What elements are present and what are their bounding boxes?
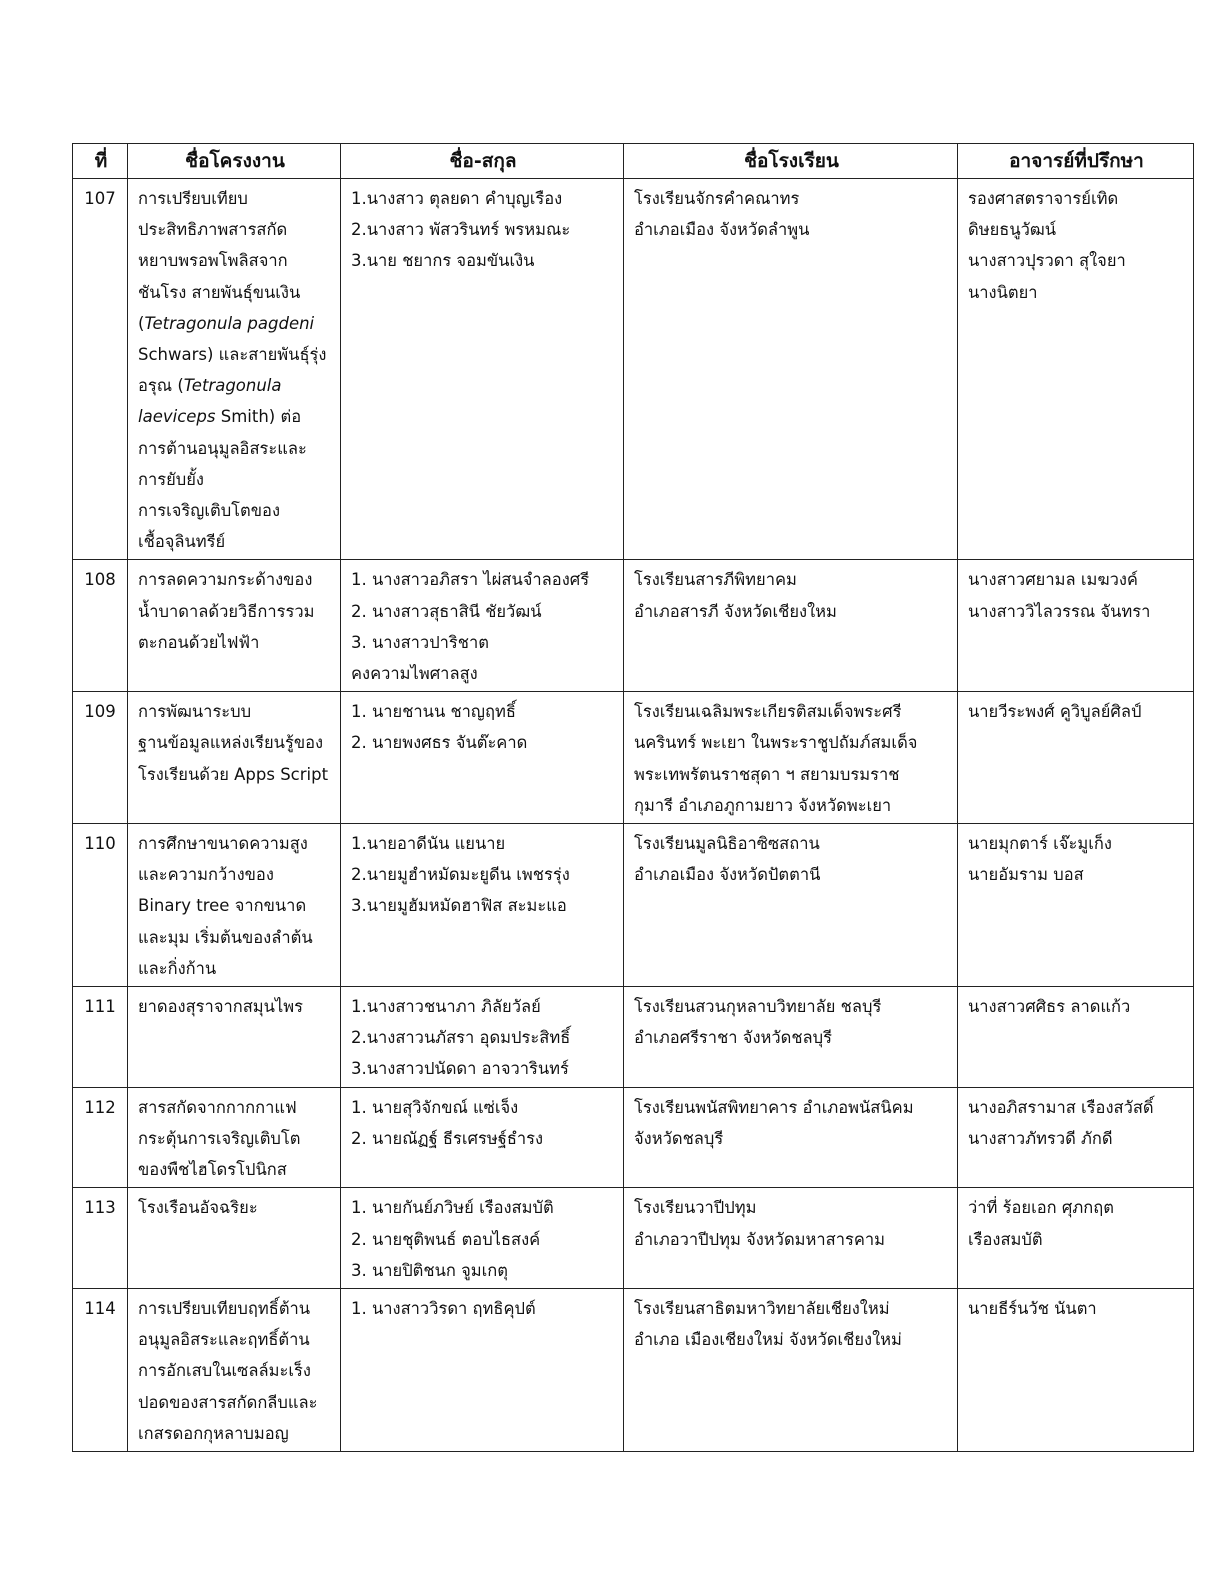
project-title-line [138, 1355, 332, 1386]
project-title-line [138, 245, 332, 276]
student-name: 2.นางสาว พัสวรินทร์ พรหมณะ [351, 220, 571, 240]
row-number: 108 [73, 560, 128, 692]
advisor-cell [958, 179, 1194, 560]
advisor-line: ว่าที่ ร้อยเอก ศุภกฤต [968, 1198, 1114, 1218]
table-row [73, 1087, 1194, 1188]
project-title-text: ปอดของสารสกัดกลีบและ [138, 1392, 318, 1412]
student-name: 1.นางสาวชนาภา ภิลัยวัลย์ [351, 997, 541, 1017]
project-title-text: ตะกอนด้วยไฟฟ้า [138, 632, 260, 652]
project-title-text: การลดความกระด้างของ [138, 570, 313, 590]
project-title-line [138, 339, 332, 370]
school-line: โรงเรียนพนัสพิทยาคาร อำเภอพนัสนิคม [634, 1097, 914, 1117]
project-title-cell [128, 560, 341, 692]
student-name: คงความไพศาลสูง [351, 664, 478, 684]
school-line: โรงเรียนสาธิตมหาวิทยาลัยเชียงใหม่ [634, 1298, 890, 1318]
row-number: 113 [73, 1188, 128, 1289]
project-title-text: การต้านอนุมูลอิสระและ [138, 438, 307, 458]
school-cell [624, 987, 958, 1088]
project-title-text: Smith) ต่อ [215, 407, 302, 427]
advisor-line: นางนิตยา [968, 282, 1038, 302]
student-names-cell [341, 824, 624, 987]
advisor-line: นายธีร์นวัช นันตา [968, 1298, 1097, 1318]
project-title-line [138, 991, 332, 1022]
project-title-line [138, 1387, 332, 1418]
school-line: อำเภอ เมืองเชียงใหม่ จังหวัดเชียงใหม่ [634, 1330, 902, 1350]
school-cell [624, 1288, 958, 1451]
scientific-name-text: Tetragonula [183, 376, 282, 396]
project-title-text: โรงเรือนอัจฉริยะ [138, 1198, 258, 1218]
project-title-line [138, 308, 332, 339]
table-row [73, 560, 1194, 692]
school-line: โรงเรียนสารภีพิทยาคม [634, 570, 797, 590]
school-cell [624, 824, 958, 987]
school-line: กุมารี อำเภอภูกามยาว จังหวัดพะเยา [634, 795, 892, 815]
project-title-cell [128, 824, 341, 987]
table-row [73, 1288, 1194, 1451]
student-name: 3.นายมูฮัมหมัดฮาฟิส สะมะแอ [351, 896, 567, 916]
project-title-line [138, 828, 332, 859]
student-names-cell [341, 1087, 624, 1188]
project-title-cell [128, 692, 341, 824]
project-title-line [138, 370, 332, 401]
project-title-line [138, 627, 332, 658]
school-line: จังหวัดชลบุรี [634, 1128, 724, 1148]
project-title-cell [128, 1288, 341, 1451]
project-title-text: การยับยั้ง [138, 469, 204, 489]
student-name: 1. นายสุวิจักขณ์ แซ่เจ็ง [351, 1097, 519, 1117]
student-name: 1. นายชานน ชาญฤทธิ์ [351, 702, 516, 722]
project-title-text: หยาบพรอพโพลิสจาก [138, 251, 288, 271]
project-title-line [138, 1418, 332, 1449]
project-title-line [138, 1092, 332, 1123]
advisor-line: นายอัมราม บอส [968, 865, 1084, 885]
project-title-text: อนุมูลอิสระและฤทธิ์ต้าน [138, 1330, 310, 1350]
project-title-cell [128, 987, 341, 1088]
project-title-line [138, 495, 332, 526]
student-names-cell [341, 987, 624, 1088]
student-name: 2. นายณัฏฐ์ ธีรเศรษฐ์ธำรง [351, 1128, 544, 1148]
project-title-line [138, 1192, 332, 1223]
student-name: 1.นายอาดีนัน แยนาย [351, 834, 506, 854]
student-name: 3.นาย ชยากร จอมขันเงิน [351, 251, 535, 271]
row-number: 111 [73, 987, 128, 1088]
table-row [73, 692, 1194, 824]
project-title-line [138, 596, 332, 627]
project-title-text: Schwars) และสายพันธุ์รุ่ง [138, 345, 327, 365]
school-line: โรงเรียนสวนกุหลาบวิทยาลัย ชลบุรี [634, 997, 882, 1017]
student-name: 3. นางสาวปาริชาต [351, 632, 489, 652]
advisor-cell [958, 987, 1194, 1088]
project-title-text: เชื้อจุลินทรีย์ [138, 532, 226, 552]
advisor-line: นางสาวศยามล เมฆวงค์ [968, 570, 1138, 590]
advisor-line: นางสาวภัทรวดี ภักดี [968, 1128, 1113, 1148]
advisor-line: นายวีระพงศ์ คูวิบูลย์ศิลป์ [968, 702, 1142, 722]
student-names-cell [341, 1188, 624, 1289]
header-advisor: อาจารย์ที่ปรึกษา [958, 144, 1194, 179]
advisor-line: นางสาววิไลวรรณ จันทรา [968, 601, 1151, 621]
student-names-cell [341, 179, 624, 560]
project-title-line [138, 401, 332, 432]
student-name: 3.นางสาวปนัดดา อาจวารินทร์ [351, 1059, 569, 1079]
project-title-text: การอักเสบในเซลล์มะเร็ง [138, 1361, 311, 1381]
advisor-line: เรืองสมบัติ [968, 1229, 1043, 1249]
project-title-text: การศึกษาขนาดความสูง [138, 834, 308, 854]
advisor-cell [958, 692, 1194, 824]
project-title-text: ประสิทธิภาพสารสกัด [138, 220, 288, 240]
student-name: 2.นางสาวนภัสรา อุดมประสิทธิ์ [351, 1028, 571, 1048]
advisor-cell [958, 1087, 1194, 1188]
advisor-line: นางอภิสรามาส เรืองสวัสดิ์ [968, 1097, 1154, 1117]
scientific-name-text: laeviceps [138, 407, 216, 427]
project-title-line [138, 277, 332, 308]
project-title-text: น้ำบาดาลด้วยวิธีการรวม [138, 601, 315, 621]
project-title-line [138, 1324, 332, 1355]
project-title-line [138, 1154, 332, 1185]
header-project: ชื่อโครงงาน [128, 144, 341, 179]
project-title-text: โรงเรียนด้วย Apps Script [138, 764, 329, 784]
project-title-cell [128, 179, 341, 560]
advisor-line: นางสาวศศิธร ลาดแก้ว [968, 997, 1131, 1017]
table-header-row [73, 144, 1194, 179]
student-name: 1. นายกันย์ภวิษย์ เรืองสมบัติ [351, 1198, 554, 1218]
row-number: 109 [73, 692, 128, 824]
header-school: ชื่อโรงเรียน [624, 144, 958, 179]
row-number: 110 [73, 824, 128, 987]
school-line: อำเภอเมือง จังหวัดลำพูน [634, 220, 810, 240]
project-title-cell [128, 1188, 341, 1289]
project-title-text: อรุณ ( [138, 376, 184, 396]
project-title-text: การพัฒนาระบบ [138, 702, 252, 722]
school-line: พระเทพรัตนราชสุดา ฯ สยามบรมราช [634, 764, 900, 784]
school-line: โรงเรียนจักรคำคณาทร [634, 189, 800, 208]
scientific-name-text: Tetragonula pagdeni [144, 313, 315, 333]
table-row [73, 824, 1194, 987]
school-cell [624, 692, 958, 824]
student-names-cell [341, 560, 624, 692]
project-title-line [138, 214, 332, 245]
project-title-text: ของพืชไฮโดรโปนิกส [138, 1160, 287, 1180]
school-line: โรงเรียนเฉลิมพระเกียรติสมเด็จพระศรี [634, 702, 902, 722]
table-row [73, 179, 1194, 560]
student-name: 2. นายชุติพนธ์ ตอบไธสงค์ [351, 1229, 541, 1249]
project-title-line [138, 1293, 332, 1324]
project-title-text: การเปรียบเทียบฤทธิ์ต้าน [138, 1298, 311, 1318]
student-name: 3. นายปิติชนก จูมเกตุ [351, 1260, 508, 1280]
table-row [73, 1188, 1194, 1289]
advisor-cell [958, 824, 1194, 987]
table-body [73, 179, 1194, 1452]
school-line: อำเภอสารภี จังหวัดเชียงใหม [634, 601, 837, 621]
advisor-cell [958, 1188, 1194, 1289]
project-title-text: กระตุ้นการเจริญเติบโต [138, 1128, 301, 1148]
project-title-line [138, 433, 332, 464]
project-title-text: และกิ่งก้าน [138, 958, 217, 978]
school-line: อำเภอศรีราชา จังหวัดชลบุรี [634, 1028, 832, 1048]
project-title-line [138, 922, 332, 953]
advisor-line: ดิษยธนูวัฒน์ [968, 220, 1057, 240]
advisor-line: นางสาวปุรวดา สุใจยา [968, 251, 1126, 271]
project-title-line [138, 953, 332, 984]
project-title-text: และความกว้างของ [138, 865, 274, 885]
advisor-line: นายมุกตาร์ เจ๊ะมูเก็ง [968, 834, 1112, 854]
project-title-cell [128, 1087, 341, 1188]
project-title-line [138, 759, 332, 790]
projects-table [72, 143, 1194, 1452]
project-title-text: การเปรียบเทียบ [138, 189, 248, 208]
project-title-text: ยาดองสุราจากสมุนไพร [138, 997, 303, 1017]
student-name: 1. นางสาววิรดา ฤทธิคุปต์ [351, 1298, 536, 1318]
project-title-text: Binary tree จากขนาด [138, 896, 307, 916]
student-names-cell [341, 692, 624, 824]
student-name: 2.นายมูฮำหมัดมะยูดีน เพชรรุ่ง [351, 865, 570, 885]
project-title-text: สารสกัดจากกากกาแฟ [138, 1097, 297, 1117]
school-cell [624, 1188, 958, 1289]
student-name: 2. นายพงศธร จันต๊ะคาด [351, 733, 528, 753]
student-names-cell [341, 1288, 624, 1451]
student-name: 1. นางสาวอภิสรา ไผ่สนจำลองศรี [351, 570, 590, 590]
school-line: โรงเรียนมูลนิธิอาซิซสถาน [634, 834, 820, 854]
advisor-line: รองศาสตราจารย์เทิด [968, 189, 1119, 208]
advisor-cell [958, 1288, 1194, 1451]
project-title-text: ฐานข้อมูลแหล่งเรียนรู้ของ [138, 733, 324, 753]
project-title-text: ( [138, 313, 145, 333]
school-cell [624, 560, 958, 692]
school-line: นครินทร์ พะเยา ในพระราชูปถัมภ์สมเด็จ [634, 733, 918, 753]
school-line: โรงเรียนวาปีปทุม [634, 1198, 757, 1218]
advisor-cell [958, 560, 1194, 692]
student-name: 1.นางสาว ตุลยดา คำบุญเรือง [351, 189, 563, 208]
project-title-text: ชันโรง สายพันธุ์ขนเงิน [138, 282, 301, 302]
project-title-line [138, 183, 332, 214]
row-number: 107 [73, 179, 128, 560]
header-names: ชื่อ-สกุล [341, 144, 624, 179]
project-title-text: เกสรดอกกุหลาบมอญ [138, 1423, 289, 1443]
school-line: อำเภอเมือง จังหวัดปัตตานี [634, 865, 821, 885]
row-number: 112 [73, 1087, 128, 1188]
project-title-line [138, 1123, 332, 1154]
table-row [73, 987, 1194, 1088]
student-name: 2. นางสาวสุธาสินี ชัยวัฒน์ [351, 601, 542, 621]
project-title-line [138, 696, 332, 727]
project-title-line [138, 727, 332, 758]
project-title-line [138, 890, 332, 921]
project-title-line [138, 526, 332, 557]
row-number: 114 [73, 1288, 128, 1451]
school-cell [624, 1087, 958, 1188]
header-no: ที่ [73, 144, 128, 179]
school-cell [624, 179, 958, 560]
project-title-line [138, 464, 332, 495]
project-title-text: การเจริญเติบโตของ [138, 501, 280, 521]
project-title-text: และมุม เริ่มต้นของลำต้น [138, 927, 313, 947]
project-title-line [138, 859, 332, 890]
school-line: อำเภอวาปีปทุม จังหวัดมหาสารคาม [634, 1229, 886, 1249]
project-title-line [138, 564, 332, 595]
